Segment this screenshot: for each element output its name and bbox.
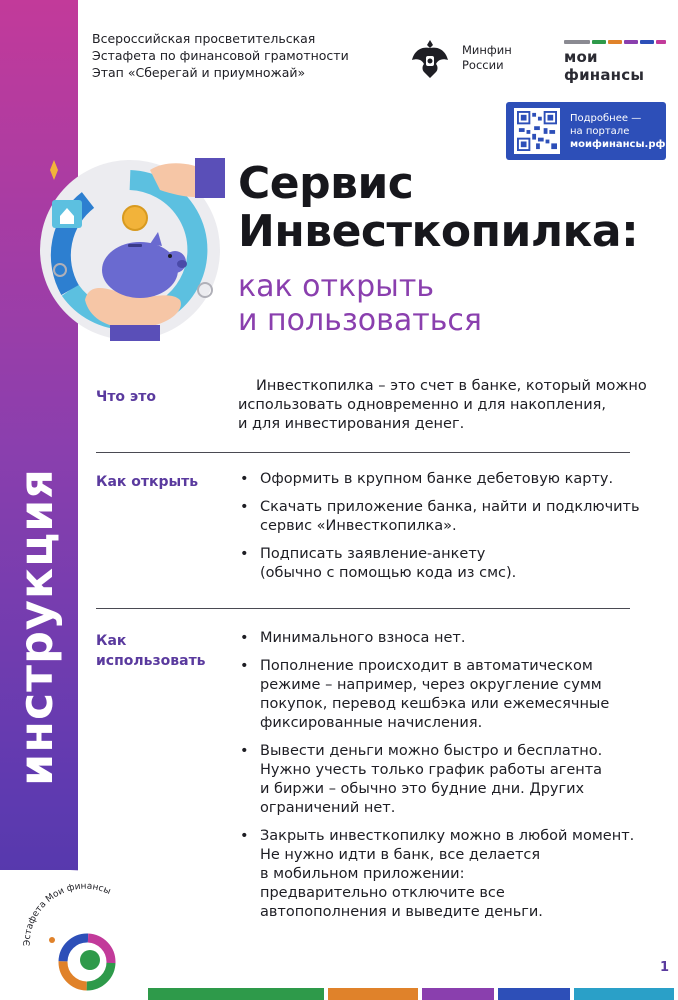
use-bullet-2-line-3: покупок, перевод кешбэка или ежемесячные: [260, 696, 610, 712]
page-subtitle: [238, 270, 482, 338]
what-line-3: и для инвестирования денег.: [238, 416, 465, 432]
qr-line-2: на портале: [570, 125, 630, 137]
use-bullet-4-line-3: в мобильном приложении:: [260, 866, 465, 882]
minfin-line-1: Минфин: [462, 43, 512, 57]
brand-stripe-gray: [564, 40, 590, 44]
open-bullet-2: [238, 498, 658, 536]
minfin-logo: [410, 36, 512, 80]
title-line-2: Инвесткопилка:: [238, 206, 639, 257]
use-label-line-2: использовать: [96, 653, 206, 669]
use-bullet-3-line-1: • Вывести деньги можно быстро и бесплатно.: [260, 743, 603, 759]
brand-stripe-blue: [640, 40, 654, 44]
title-line-1: Сервис: [238, 158, 414, 209]
open-bullet-1-text: Оформить в крупном банке дебетовую карту.: [260, 471, 614, 487]
subtitle-line-1: как открыть: [238, 269, 434, 304]
header-event-title: [92, 30, 372, 81]
qr-line-1: Подробнее —: [570, 112, 642, 124]
qr-portal-link[interactable]: моифинансы.рф: [570, 138, 666, 150]
what-line-2: использовать одновременно и для накопления,: [238, 397, 606, 413]
piggy-bank-illustration: [30, 140, 230, 350]
qr-code-icon[interactable]: [514, 108, 560, 154]
estafeta-arc-label: Эстафета Мои финансы: [22, 881, 112, 947]
brand-stripe-purple: [624, 40, 638, 44]
section-label-use: [96, 631, 206, 671]
subtitle-line-2: и пользоваться: [238, 303, 482, 338]
use-bullet-3-line-4: ограничений нет.: [260, 800, 396, 816]
brand-stripes: [564, 40, 678, 44]
strip-cyan: [574, 988, 674, 1000]
open-bullet-3: [238, 545, 658, 583]
use-bullet-3-line-3: и биржи – обычно это будние дни. Других: [260, 781, 585, 797]
open-bullet-2-line-1: • Скачать приложение банка, найти и подключить: [260, 499, 640, 515]
open-bullet-2-line-2: сервис «Инвесткопилка».: [260, 518, 457, 534]
strip-green: [148, 988, 324, 1000]
header-line-3: Этап «Сберегай и приумножай»: [92, 65, 306, 80]
minfin-line-2: России: [462, 58, 504, 72]
use-label-line-1: Как: [96, 633, 127, 649]
open-bullet-3-line-2: (обычно с помощью кода из смс).: [260, 565, 517, 581]
divider-1: [96, 452, 630, 453]
use-bullet-4-line-1: • Закрыть инвесткопилку можно в любой момент.: [260, 828, 635, 844]
estafeta-logo: [12, 880, 162, 992]
use-bullet-4: [238, 827, 658, 922]
divider-2: [96, 608, 630, 609]
use-bullet-2-line-4: фиксированные начисления.: [260, 715, 483, 731]
brand-stripe-green: [592, 40, 606, 44]
strip-purple: [422, 988, 494, 1000]
use-bullet-1-text: Минимального взноса нет.: [260, 630, 466, 646]
use-bullet-4-line-5: автопополнения и выведите деньги.: [260, 904, 543, 920]
header-line-1: Всероссийская просветительская: [92, 31, 316, 46]
strip-orange: [328, 988, 418, 1000]
section-body-what: [238, 377, 658, 434]
use-bullet-3-line-2: Нужно учесть только график работы агента: [260, 762, 603, 778]
qr-portal-box[interactable]: [506, 102, 666, 160]
open-bullet-3-line-1: • Подписать заявление-анкету: [260, 546, 486, 562]
open-bullet-1: [238, 470, 658, 489]
strip-blue: [498, 988, 570, 1000]
use-bullet-2: [238, 657, 658, 733]
section-body-open: [238, 470, 658, 592]
header-line-2: Эстафета по финансовой грамотности: [92, 48, 349, 63]
page-title: [238, 160, 638, 256]
brand-name: мои финансы: [564, 48, 645, 84]
use-bullet-3: [238, 742, 658, 818]
moi-finansy-logo: [564, 40, 678, 84]
use-bullet-4-line-2: Не нужно идти в банк, все делается: [260, 847, 541, 863]
section-body-use: [238, 629, 658, 931]
use-bullet-2-line-2: режиме – например, через округление сумм: [260, 677, 602, 693]
bottom-color-strip: [148, 988, 674, 1000]
section-label-what: Что это: [96, 389, 156, 405]
what-line-1: Инвесткопилка – это счет в банке, который можно: [256, 378, 647, 394]
side-label-instruction: инструкция: [9, 468, 63, 786]
page-number: 1: [660, 960, 670, 975]
section-label-open: Как открыть: [96, 474, 199, 490]
use-bullet-4-line-4: предварительно отключите все: [260, 885, 505, 901]
brand-stripe-pink: [656, 40, 666, 44]
use-bullet-1: [238, 629, 658, 648]
use-bullet-2-line-1: • Пополнение происходит в автоматическом: [260, 658, 593, 674]
eagle-emblem-icon: [410, 36, 450, 80]
brand-stripe-orange: [608, 40, 622, 44]
